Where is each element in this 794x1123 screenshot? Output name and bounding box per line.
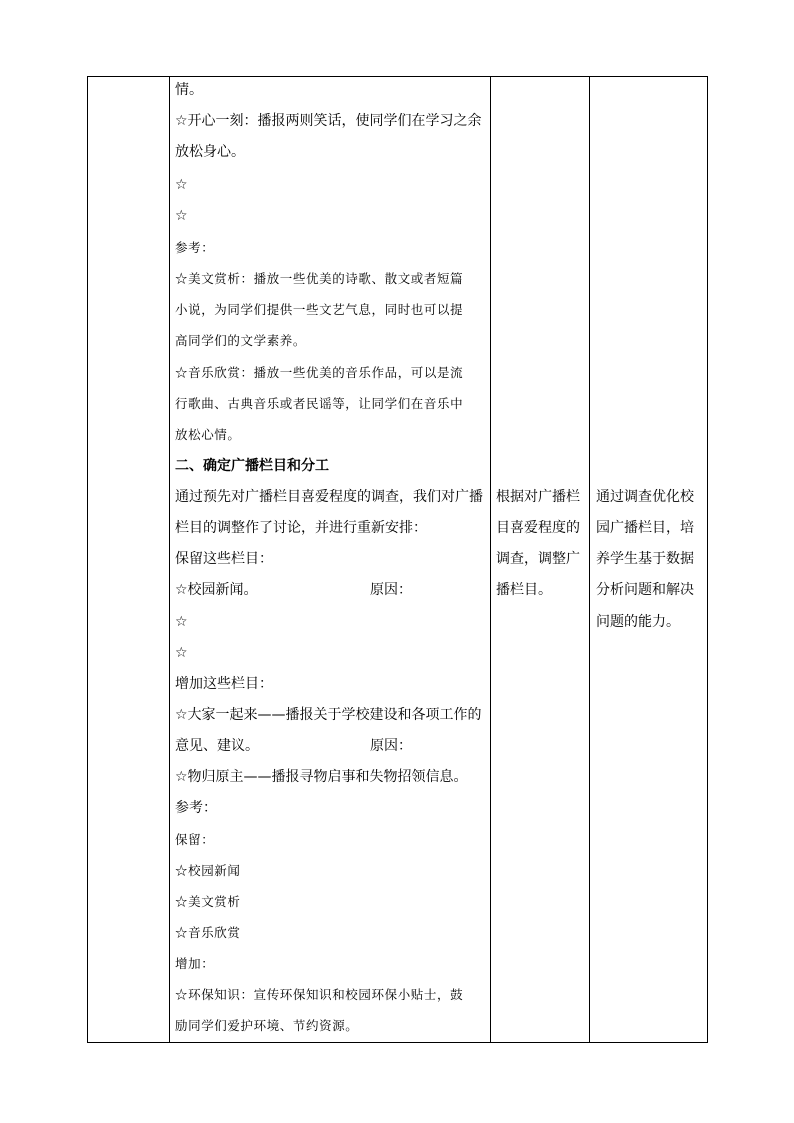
column-divider-1 [169, 76, 170, 1043]
content-line: 放松心情。 [175, 427, 241, 442]
content-line: 励同学们爱护环境、节约资源。 [175, 1018, 359, 1033]
section-heading: 二、确定广播栏目和分工 [175, 458, 329, 474]
content-line: ☆环保知识：宣传环保知识和校园环保小贴士，鼓 [175, 987, 464, 1002]
content-line: ☆物归原主——播报寻物启事和失物招领信息。 [175, 769, 468, 785]
content-line: ☆大家一起来——播报关于学校建设和各项工作的 [175, 707, 482, 723]
content-line: 保留这些栏目： [175, 551, 273, 567]
table-border-right [707, 76, 708, 1043]
content-line: ☆开心一刻：播报两则笑话，使同学们在学习之余 [175, 113, 482, 129]
lesson-plan-table [87, 76, 708, 1043]
content-line: ☆音乐欣赏 [175, 925, 241, 940]
intent-line: 问题的能力。 [596, 614, 680, 630]
content-line: ☆ [175, 614, 188, 630]
activity-line: 播栏目。 [496, 582, 552, 598]
content-line: 参考： [175, 800, 217, 816]
content-line: ☆ [175, 177, 188, 193]
section-label-cell [88, 76, 169, 1042]
content-line: 通过预先对广播栏目喜爱程度的调查，我们对广播 [175, 489, 483, 505]
content-line: 意见、建议。 [175, 738, 259, 754]
column-divider-2 [490, 76, 491, 1043]
content-line: ☆ [175, 208, 188, 224]
reason-label: 原因： [370, 738, 412, 754]
activity-line: 目喜爱程度的 [496, 520, 580, 536]
intent-line: 通过调查优化校 [596, 489, 694, 505]
content-line: 行歌曲、古典音乐或者民谣等，让同学们在音乐中 [175, 396, 464, 411]
intent-line: 养学生基于数据 [596, 551, 694, 567]
intent-line: 分析问题和解决 [596, 582, 694, 598]
content-line: 增加这些栏目： [175, 676, 273, 692]
content-line: 增加： [175, 956, 215, 971]
content-line: ☆美文赏析 [175, 894, 241, 909]
content-line: 保留： [175, 832, 215, 847]
activity-line: 调查，调整广 [496, 551, 580, 567]
content-line: ☆校园新闻 [175, 863, 241, 878]
content-line: 参考： [175, 240, 215, 255]
content-line: 放松身心。 [175, 144, 245, 160]
column-divider-3 [589, 76, 590, 1043]
content-line: 情。 [175, 82, 203, 98]
teaching-content-cell [175, 76, 487, 1042]
content-line: ☆美文赏析：播放一些优美的诗歌、散文或者短篇 [175, 271, 464, 286]
content-line: 小说，为同学们提供一些文艺气息，同时也可以提 [175, 302, 464, 317]
content-line: ☆ [175, 645, 188, 661]
reason-label: 原因： [370, 582, 412, 598]
content-line: 栏目的调整作了讨论，并进行重新安排： [175, 520, 427, 536]
table-bottom-border [87, 1042, 708, 1043]
content-line: ☆音乐欣赏：播放一些优美的音乐作品，可以是流 [175, 365, 464, 380]
design-intent-cell [596, 76, 706, 1042]
student-activity-cell [496, 76, 588, 1042]
activity-line: 根据对广播栏 [496, 489, 580, 505]
content-line: ☆校园新闻。 [175, 582, 258, 598]
intent-line: 园广播栏目，培 [596, 520, 694, 536]
content-line: 高同学们的文学素养。 [175, 333, 307, 348]
